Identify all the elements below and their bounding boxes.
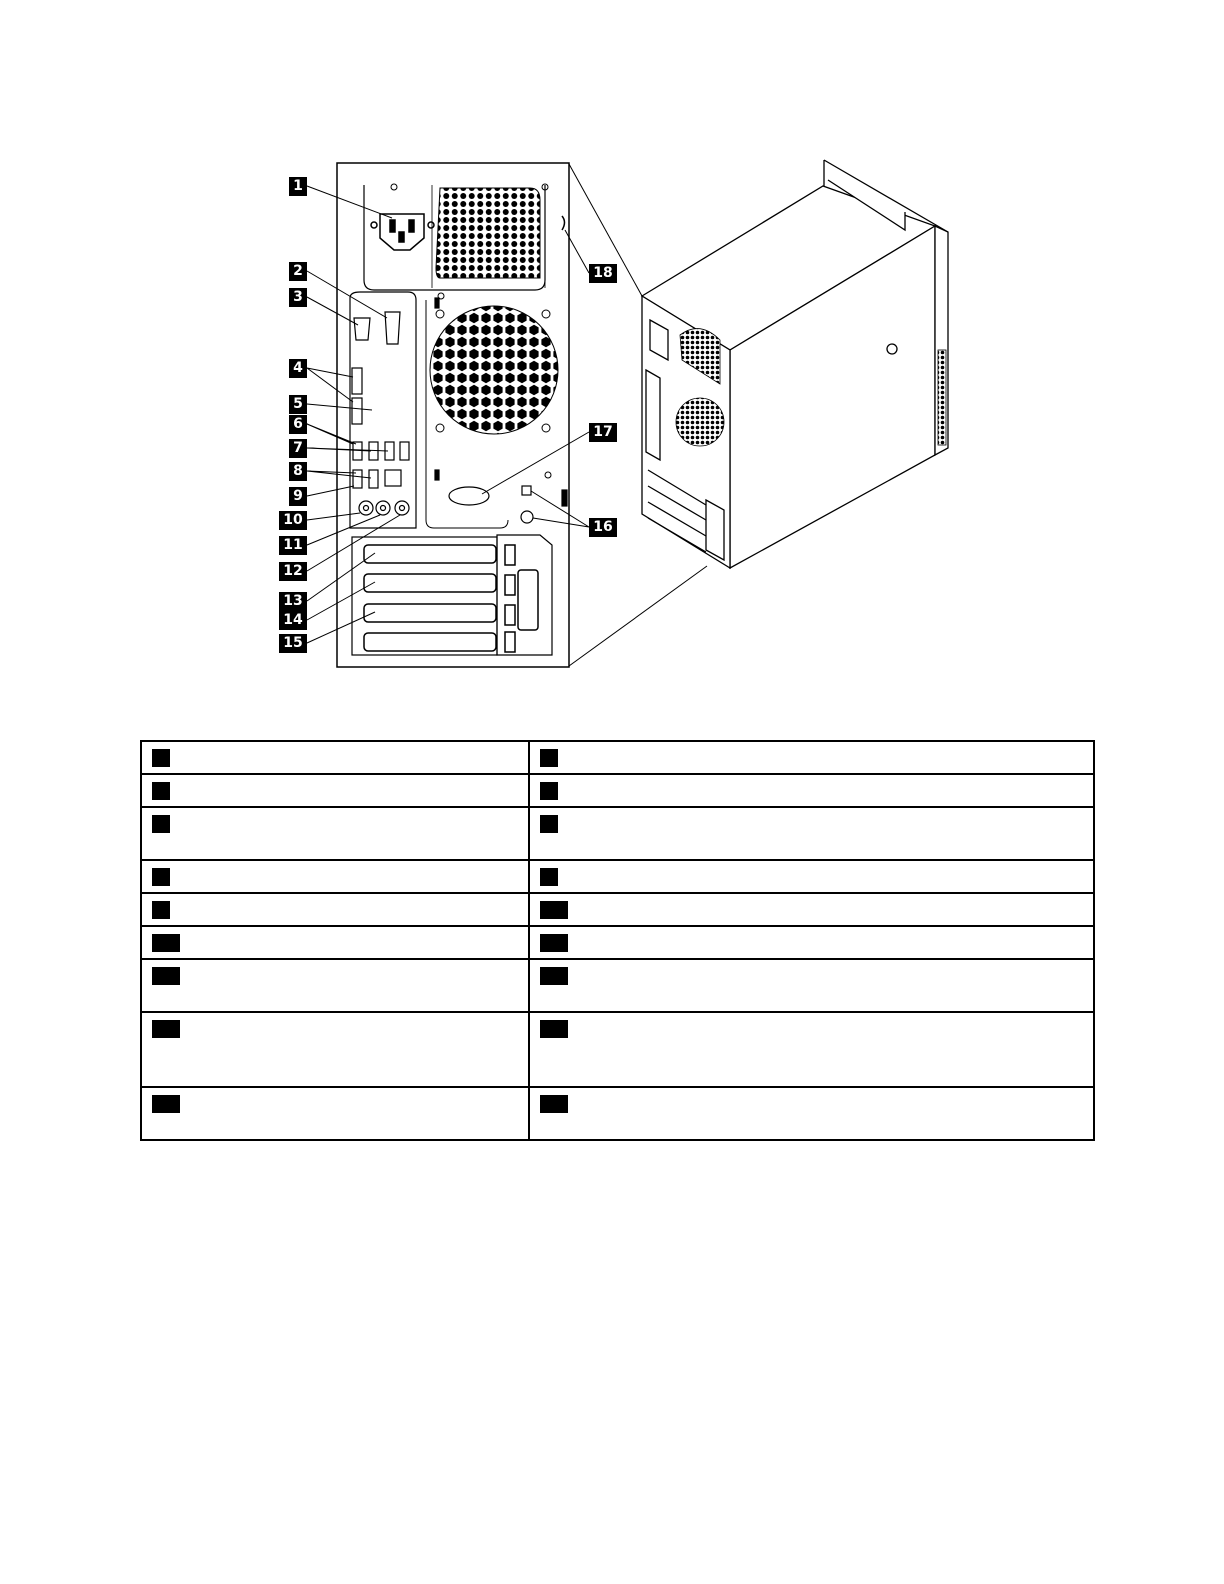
callout-4: 4: [289, 359, 307, 378]
table-cell: [529, 1087, 1094, 1140]
table-cell: [529, 893, 1094, 926]
table-row: [141, 860, 1094, 893]
table-cell: [529, 926, 1094, 959]
item-number-badge: [152, 1020, 180, 1038]
table-row: [141, 1012, 1094, 1087]
callout-7: 7: [289, 439, 307, 458]
callout-11: 11: [279, 536, 307, 555]
table-cell: [141, 926, 529, 959]
table-cell: [141, 1012, 529, 1087]
item-number-badge: [152, 901, 170, 919]
item-number-badge: [540, 967, 568, 985]
item-number-badge: [152, 934, 180, 952]
table-cell: [141, 959, 529, 1012]
item-number-badge: [152, 967, 180, 985]
item-number-badge: [540, 934, 568, 952]
table-cell: [529, 1012, 1094, 1087]
item-number-badge: [152, 1095, 180, 1113]
item-number-badge: [540, 782, 558, 800]
table-cell: [141, 741, 529, 774]
item-number-badge: [540, 1095, 568, 1113]
callout-2: 2: [289, 262, 307, 281]
callout-8: 8: [289, 462, 307, 481]
callout-18: 18: [589, 264, 617, 283]
table-cell: [529, 774, 1094, 807]
item-number-badge: [540, 749, 558, 767]
table-row: [141, 774, 1094, 807]
computer-rear-diagram: [0, 0, 1224, 700]
item-number-badge: [152, 815, 170, 833]
table-cell: [141, 774, 529, 807]
table-cell: [529, 959, 1094, 1012]
callout-6: 6: [289, 415, 307, 434]
callout-17: 17: [589, 423, 617, 442]
callout-15: 15: [279, 634, 307, 653]
table-row: [141, 1087, 1094, 1140]
item-number-badge: [540, 868, 558, 886]
item-number-badge: [152, 868, 170, 886]
rear-fan-grille: [430, 306, 558, 434]
callout-3: 3: [289, 288, 307, 307]
callout-14: 14: [279, 611, 307, 630]
table-cell: [529, 741, 1094, 774]
table-cell: [141, 860, 529, 893]
table-row: [141, 741, 1094, 774]
tower-isometric-view: [642, 160, 948, 568]
psu-fan-grille: [436, 188, 540, 278]
table-cell: [141, 807, 529, 860]
callout-12: 12: [279, 562, 307, 581]
table-row: [141, 926, 1094, 959]
table-cell: [141, 1087, 529, 1140]
item-number-badge: [540, 815, 558, 833]
callout-9: 9: [289, 487, 307, 506]
table-cell: [529, 860, 1094, 893]
connector-table: [140, 740, 1095, 1141]
callout-16: 16: [589, 518, 617, 537]
table-row: [141, 807, 1094, 860]
item-number-badge: [540, 901, 568, 919]
callout-10: 10: [279, 511, 307, 530]
power-connector: [371, 214, 434, 250]
table-cell: [141, 893, 529, 926]
callout-5: 5: [289, 395, 307, 414]
callout-13: 13: [279, 592, 307, 611]
item-number-badge: [152, 749, 170, 767]
table-row: [141, 893, 1094, 926]
item-number-badge: [540, 1020, 568, 1038]
item-number-badge: [152, 782, 170, 800]
table-cell: [529, 807, 1094, 860]
table-row: [141, 959, 1094, 1012]
callout-1: 1: [289, 177, 307, 196]
